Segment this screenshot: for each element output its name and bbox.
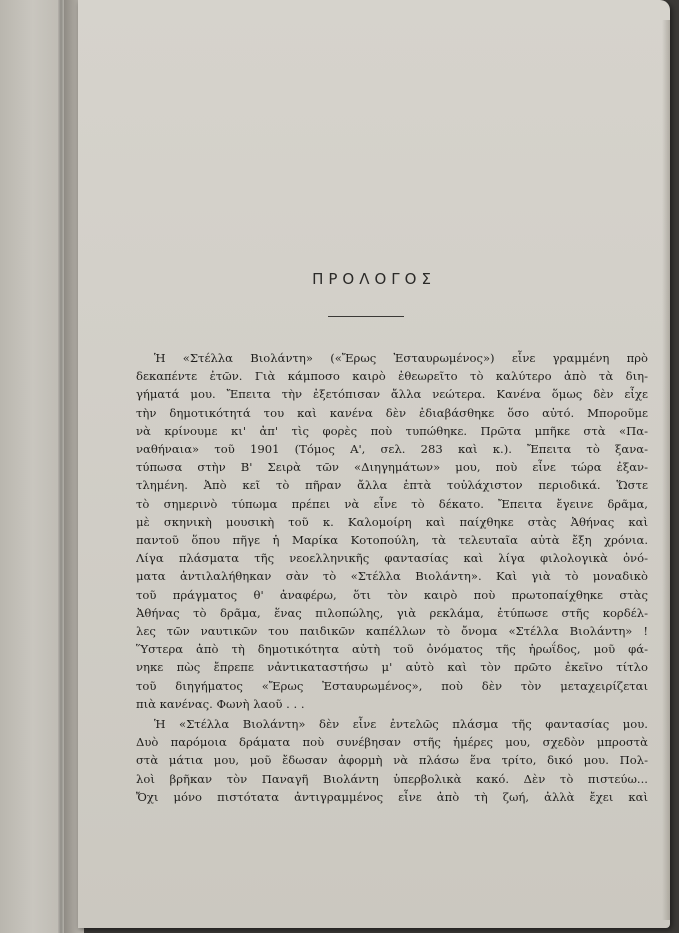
text-line: Δυὸ παρόμοια δράματα ποὺ συνέβησαν στῆς ἡμέρες μου, σχεδὸν μπροστὰ	[136, 735, 648, 750]
text-line: Ἡ «Στέλλα Βιολάντη» («Ἔρως Ἐσταυρωμένος») εἶνε γραμμένη πρὸ	[154, 351, 648, 365]
page-heading: ΠΡΟΛΟΓΟΣ	[312, 270, 436, 288]
book-page	[78, 0, 670, 928]
text-line: τύπωσα στὴν Β' Σειρὰ τῶν «Διηγημάτων» μου, ποὺ εἶνε τώρα ἐξαν-	[136, 460, 648, 475]
text-line: Ἡ «Στέλλα Βιολάντη» δὲν εἶνε ἐντελῶς πλάσμα τῆς φαντασίας μου.	[154, 717, 648, 732]
text-line: τὴν δημοτικότητά του καὶ κανένα δὲν ἐδιαβάσθηκε ὅσο αὐτό. Μποροῦμε	[136, 405, 648, 420]
text-line: λοὶ βρῆκαν τὸν Παναγῆ Βιολάντη ὑπερβολικὰ κακό. Δὲν τὸ πιστεύω...	[136, 771, 648, 786]
text-line: νὰ κρίνουμε κι' ἀπ' τὶς φορὲς ποὺ τυπώθηκε. Πρῶτα μπῆκε στὰ «Πα-	[136, 423, 648, 438]
text-line: λες τῶν ναυτικῶν του παιδικῶν καπέλλων τὸ ὄνομα «Στέλλα Βιολάντη» !	[136, 624, 648, 639]
text-line: τὸ σημερινὸ τύπωμα πρέπει νὰ εἶνε τὸ δέκατο. Ἔπειτα ἔγεινε δρᾶμα,	[136, 496, 648, 511]
text-line: Ὕστερα ἀπὸ τὴ δημοτικότητα αὐτὴ τοῦ ὀνόματος τῆς ἡρωΐδος, μοῦ φά-	[136, 642, 648, 657]
text-line: Ὄχι μόνο πιστότατα ἀντιγραμμένος εἶνε ἀπὸ τὴ ζωή, ἀλλὰ ἔχει καὶ	[136, 789, 648, 804]
text-line: τλημένη. Ἀπὸ κεῖ τὸ πῆραν ἄλλα ἑπτὰ τοὐλάχιστον περιοδικά. Ὥστε	[136, 478, 648, 493]
body-text	[136, 349, 648, 806]
text-line: ναθήναια» τοῦ 1901 (Τόμος Α', σελ. 283 καὶ κ.). Ἔπειτα τὸ ξανα-	[136, 442, 648, 457]
text-line: Ἀθήνας τὸ δρᾶμα, ἕνας πιλοπώλης, γιὰ ρεκλάμα, ἐτύπωσε στῆς κορδέλ-	[136, 605, 648, 620]
text-line: παντοῦ ὅπου πῆγε ἡ Μαρίκα Κοτοπούλη, τὰ τελευταῖα αὐτὰ ἔξη χρόνια.	[136, 533, 648, 548]
text-line: πιὰ κανένας. Φωνὴ λαοῦ . . .	[136, 696, 305, 711]
page-deckle-edge	[662, 20, 670, 920]
text-line: γήματά μου. Ἔπειτα τὴν ἐξετόπισαν ἄλλα νεώτερα. Κανένα ὅμως δὲν εἶχε	[136, 387, 648, 402]
text-line: στὰ μάτια μου, μοῦ ἔδωσαν ἀφορμὴ νὰ πλάσω ἕνα τρίτο, δικό μου. Πολ-	[136, 753, 648, 768]
text-line: νηκε πὼς ἔπρεπε νἀντικαταστήσω μ' αὐτὸ καὶ τὸν πρῶτο ἐκεῖνο τίτλο	[136, 660, 648, 675]
paragraph-1	[136, 349, 648, 713]
text-line: Λίγα πλάσματα τῆς νεοελληνικῆς φαντασίας καὶ λίγα φιλολογικὰ ὀνό-	[136, 551, 648, 566]
text-line: τοῦ διηγήματος «Ἔρως Ἐσταυρωμένος», ποὺ δὲν τὸν μεταχειρίζεται	[136, 678, 648, 693]
text-line: τοῦ πράγματος θ' ἀναφέρω, ὅτι τὸν καιρὸ ποὺ πρωτοπαίχθηκε στὰς	[136, 587, 648, 602]
text-line: μὲ σκηνικὴ μουσικὴ τοῦ κ. Καλομοίρη καὶ παίχθηκε στὰς Ἀθήνας καὶ	[136, 514, 648, 529]
paragraph-2	[136, 715, 648, 806]
heading-rule	[328, 316, 404, 317]
text-line: δεκαπέντε ἐτῶν. Γιὰ κάμποσο καιρὸ ἐθεωρεῖτο τὸ καλύτερο ἀπὸ τὰ διη-	[136, 369, 648, 384]
text-line: ματα ἀντιλαλήθηκαν σὰν τὸ «Στέλλα Βιολάντη». Καὶ γιὰ τὸ μοναδικὸ	[136, 569, 648, 584]
